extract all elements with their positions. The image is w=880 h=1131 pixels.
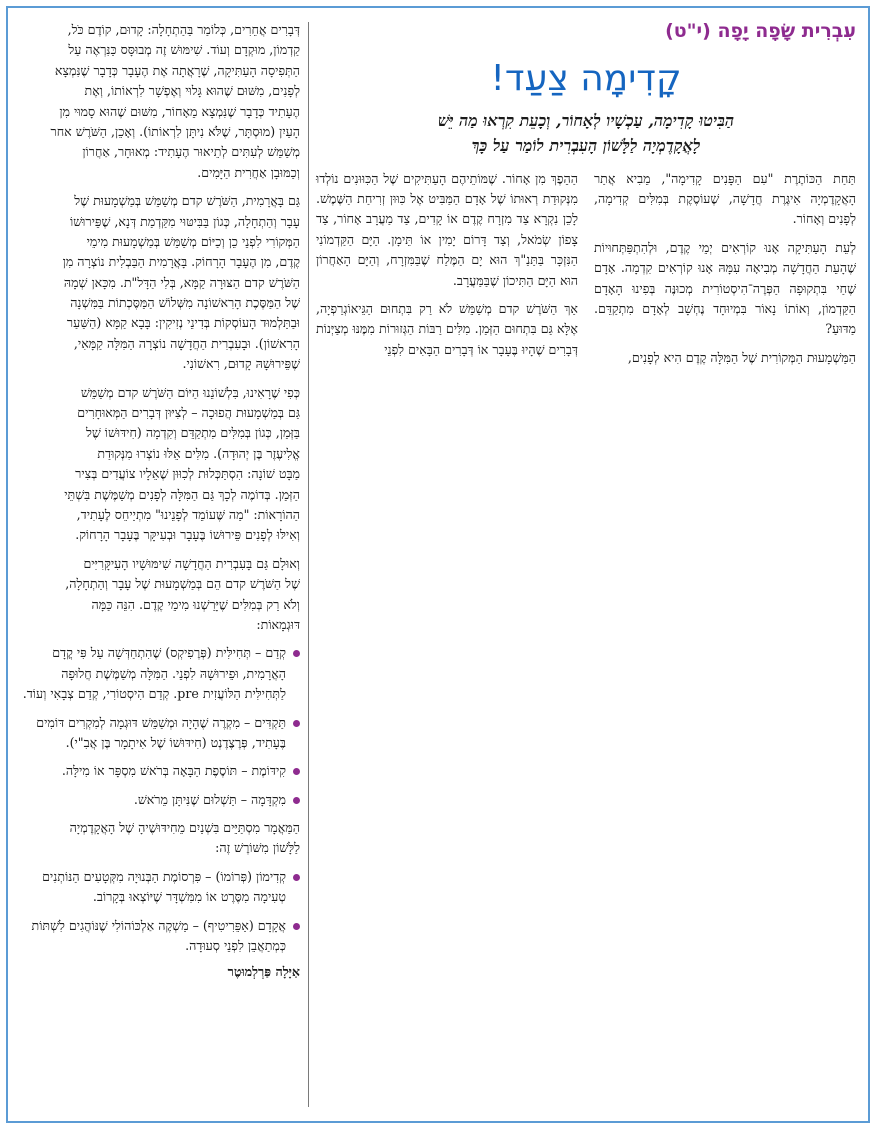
column-a bbox=[594, 169, 856, 377]
subtitle-line: הַבִּיטוּ קָדִימָה, עַכְשָׁיו לְאָחוֹר, וְכָעֵת קִרְאוּ מַה יֵּשׁ bbox=[437, 111, 735, 130]
paragraph: לְעֵת הָעַתִּיקָה אָנוּ קוֹרְאִים יְמֵי קֶדֶם, וּלְהִתְפַּתְּחוּיוֹת שֶׁהָעֵת הַחֲדָשָׁה מְבִיאָה עִמָּהּ אָנוּ קוֹרְאִים קִדְמָה. אָדָם שֶׁחַי בִּתְקוּפָה הַפְּרֶה־הִיסְטוֹרִית מְכוּנֶּה בְּפִינוּ הָאָדָם הַקַּדְמוֹן, וְאוֹתוֹ נָאוֹר בִּמְיוּחָד נֶחְשָׁב לְאָדָם מִתְקַדֵּם. מַדּוּעַ? bbox=[594, 239, 856, 337]
list-item: תַּקְדִּים – מִקְרֶה שֶׁהָיָה וּמְשַׁמֵּשׁ דּוּגְמָה לְמִקְרִים דּוֹמִים בֶּעָתִיד, פְּרֶצֶדֶנְט (חִידּוּשׁוֹ שֶׁל אִיתָמָר בֶּן אֲבִ"י). bbox=[22, 713, 300, 754]
paragraph: דְּבָרִים אֲחֵרִים, כְּלוֹמַר בַּהַתְחָלָה: קָדוּם, קוֹדֶם כֹּל, קַדְמוֹן, מוּקְדָם וְעוֹד. שִׁימּוּשׁ זֶה מְבוּסָּס כַּנִּרְאֶה עַל הַתְּפִיסָה הָעַתִּיקָה, שֶׁרָאֲתָה אֶת הֶעָבָר כְּדָבָר שֶׁנִּמְצָא לְפָנִים, מִשּׁוּם שֶׁהוּא גָּלוּי וְאֶפְשָׁר לִרְאוֹתוֹ, וְאֶת הֶעָתִיד כְּדָבָר שֶׁנִּמְצָא מֵאָחוֹר, מִשּׁוּם שֶׁהוּא סָמוּי מִן הָעַיִן (מוּסְתָּר, שֶׁלֹּא נִיתָּן לִרְאוֹתוֹ). וְאָכֵן, הַשֹּׁרֶשׁ אחר מְשַׁמֵּשׁ לְעִתִּים לְתֵיאוּר הֶעָתִיד: מְאוּחָר, אַחֲרוֹן וְכַמּוּבָן אַחֲרִית הַיָּמִים. bbox=[50, 22, 300, 180]
paragraph: אַךְ הַשֹּׁרֶשׁ קדם מְשַׁמֵּשׁ לֹא רַק בִּתְחוּם הַגֵּיאוֹגְרַפְיָה, אֶלָּא גַּם בִּתְחוּם הַזְּמַן. מִלִּים רַבּוֹת הַגְּזוּרוֹת מִמֶּנּוּ מְצַיְּנוֹת דְּבָרִים שֶׁהָיוּ בֶּעָבָר אוֹ דְּבָרִים הַבָּאִים לִפְנֵי bbox=[316, 300, 578, 357]
article-title: קָדִימָה צַעַד! bbox=[490, 58, 682, 99]
article-main bbox=[316, 20, 856, 376]
paragraph: הַהֵפֶךְ מִן אָחוֹר. שֶׁמּוֹתֵיהֶם הָעַתִּיקִים שֶׁל הַכִּוּוּנִים נוֹלְדוּ מִנְּקוּדַת רְאוּתוֹ שֶׁל אָדָם הַמַּבִּיט אֶל כִּוּוּן זְרִיחַת הַשֶּׁמֶשׁ. לָכֵן נִקְרָא צַד מִזְרָח קֶדֶם אוֹ קָדִים, צַד מַעֲרָב אָחוֹר, צַד צָפוֹן שְׂמֹאל, וְצַד דָּרוֹם יָמִין אוֹ תֵּימָן. הַיָּם הַקַּדְמוֹנִי הַנִּזְכָּר בַּתַּנַ"ךְ הוּא יָם הַמֶּלַח שֶׁבַּמִּזְרָח, וְהַיָּם הָאַחֲרוֹן הוּא הַיָּם הַתִּיכוֹן שֶׁבַּמַּעֲרָב. bbox=[316, 170, 578, 288]
body-columns bbox=[316, 169, 856, 377]
list-item: קְדַם – תְּחִילִּית (פְּרֶפִיקְס) שֶׁהִתְחַדְּשָׁה עַל פִּי קֳדָם הָאֲרָמִית, וּפֵירוּשָׁהּ לִפְנֵי. הַמִּלָּה מְשַׁמֶּשֶׁת חֲלוּפָה לַתְּחִילִּית הַלּוֹעֲזִית pre. קְדַם הִיסְטוֹרִי, קְדַם צְבָאִי וְעוֹד. bbox=[22, 643, 300, 704]
paragraph: גַּם בָּאֲרָמִית, הַשֹּׁרֶשׁ קדם מְשַׁמֵּשׁ בְּמַשְׁמָעוּת שֶׁל עָבָר וְהַתְחָלָה, כְּגוֹן בַּבִּיטּוּי מִקַּדְמַת דְּנָא, שֶׁפֵּירוּשׁוֹ הַמְּקוֹרִי לִפְנֵי כֵן וְכַיּוֹם מְשַׁמֵּשׁ בְּמַשְׁמָעוּת מִימֵי קֶדֶם, מִן הֶעָבָר הָרָחוֹק. בָּאֲרָמִית הַבַּבְלִית נוֹצְרָה מִן הַשֹּׁרֶשׁ קדם הַצּוּרָה קַמָּא, בְּלִי הַדָּל"ת. מִכָּאן שְׁמָהּ שֶׁל הַמַּסֶּכֶת הָרִאשׁוֹנָה מִשְּׁלוֹשׁ הַמַּסֶּכְתוֹת בַּמִּשְׁנָה וּבַתַּלְמוּד הָעוֹסְקוֹת בְּדִינֵי נְזִיקִין: בָּבָא קַמָּא (הַשַּׁעַר הָרִאשׁוֹן). וּבָעִבְרִית הַחֲדָשָׁה נוֹצְרָה הַמִּלָּה קַמָּאִי, שֶׁפֵּירוּשָׁהּ קָדוּם, רִאשׁוֹנִי. bbox=[62, 193, 300, 372]
paragraph: תַּחַת הַכּוֹתֶרֶת "עִם הַפָּנִים קָדִימָה", מֵבִיא אֲתַר הָאֲקָדֶמְיָה אִיגֶּרֶת חֲדָשָׁה, שֶׁעוֹסֶקֶת בְּמִלִּים קְדִימָה, לְפָנִים וְאָחוֹר. bbox=[594, 170, 856, 227]
list-item: קִידּוֹמֶת – תּוֹסֶפֶת הַבָּאָה בְּרֹאשׁ מִסְפָּר אוֹ מִילָּה. bbox=[22, 761, 300, 781]
subtitle-line: לָאֲקָדֶמְיָה לַלָּשׁוֹן הָעִבְרִית לוֹמַר עַל כָּךְ bbox=[471, 135, 701, 155]
definition-list bbox=[22, 867, 300, 957]
paragraph: הַמַּאֲמָר מִסְתַּיֵּים בִּשְׁנַיִם מֵחִידּוּשֶׁיהָ שֶׁל הָאֲקָדֶמְיָה לַלָּשׁוֹן מִשּׁוֹרֶשׁ זֶה: bbox=[69, 820, 300, 856]
series-label: עִבְרִית שָׂפָה יָפָה (י"ט) bbox=[665, 20, 856, 42]
paragraph: וְאוּלָם גַּם בָּעִבְרִית הַחֲדָשָׁה שִׁימּוּשָׁיו הָעִיקָּרִיִּים שֶׁל הַשֹּׁרֶשׁ קדם הֵם בְּמַשְׁמָעוּת שֶׁל עָבָר וְהַתְחָלָה, וְלֹא רַק בְּמִלִּים שֶׁיָּרַשְׁנוּ מִימֵי קֶדֶם. הִנֵּה כַּמָּה דּוּגְמָאוֹת: bbox=[65, 555, 300, 632]
paragraph: כְּפִי שֶׁרָאִינוּ, בִּלְשׁוֹנֵנוּ הַיּוֹם הַשֹּׁרֶשׁ קדם מְשַׁמֵּשׁ גַּם בְּמַשְׁמָעוּת הֲפוּכָה – לְצִיּוּן דְּבָרִים הַמְּאוּחָרִים בַּזְּמַן, כְּגוֹן בְּמִלִּים מִתְקַדֵּם וְקִדְמָה (חִידּוּשׁוֹ שֶׁל אֱלִיעֶזֶר בֶּן יְהוּדָה). מִלִּים אֵלּוּ נוֹצְרוּ מִנְּקוּדַת מַבָּט שׁוֹנָה: הִסְתַּכְּלוּת לְכִוּוּן שֶׁאֵלָיו צוֹעֲדִים בְּצִיר הַזְּמַן. בְּדוֹמֶה לְכָךְ גַּם הַמִּלָּה לְפָנִים מְשַׁמֶּשֶׁת בִּשְׁתֵּי הַהוֹרָאוֹת: "מַה שֶּׁעוֹמֵד לְפָנֵינוּ" מִתְיַיחֵס לֶעָתִיד, וְאִילּוּ לְפָנִים פֵּירוּשׁוֹ בֶּעָבָר וּבְעִיקָּר בֶּעָבָר הָרָחוֹק. bbox=[64, 384, 300, 543]
list-item: מִקְדָּמָה – תַּשְׁלוּם שֶׁנִּיתָּן מֵרֹאשׁ. bbox=[22, 790, 300, 810]
list-item: אֲקָדָם (אַפֵּרִיטִיף) – מַשְׁקֶה אַלְכּוֹהוֹלִי שֶׁנּוֹהֲגִים לִשְׁתּוֹת כְּמְתַאֲבֵן לִפְנֵי סְעוּדָה. bbox=[22, 916, 300, 957]
definition-list bbox=[22, 643, 300, 810]
column-divider bbox=[308, 22, 309, 1107]
article-frame bbox=[6, 6, 870, 1123]
column-c bbox=[22, 20, 300, 980]
article-subtitle bbox=[322, 109, 850, 159]
paragraph: הַמַּשְׁמָעוּת הַמְּקוֹרִית שֶׁל הַמִּלָּה קֶדֶם הִיא לְפָנִים, bbox=[627, 349, 856, 365]
list-item: קְדִימוֹן (פְּרוֹמוֹ) – פִּרְסוֹמֶת הַבְּנוּיָה מִקְּטָעִים הַנּוֹתְנִים טְעִימָה מִסֶּרֶט אוֹ מִמִּשְׁדָּר שֶׁיּוֹצְאוּ בְּקָרוֹב. bbox=[22, 867, 300, 908]
column-b bbox=[316, 169, 578, 377]
author-name: אַיָּלָה פַּרְלְמוּטֶר bbox=[227, 964, 300, 980]
